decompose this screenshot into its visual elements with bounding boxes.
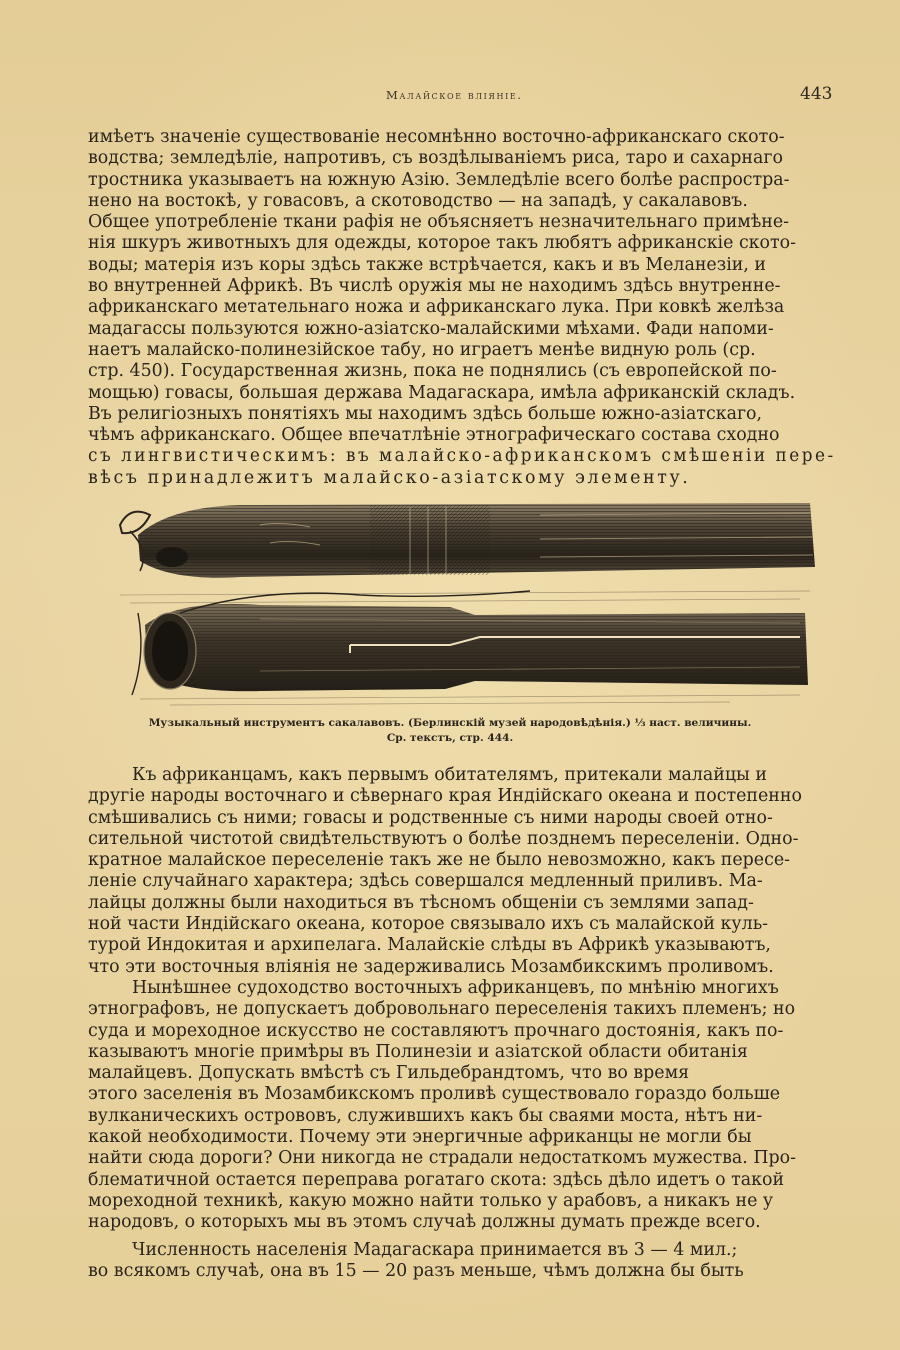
text-line: что эти восточныя вліянія не задерживались Мозамбикскимъ проливомъ. [88, 956, 774, 977]
text-line: лайцы должны были находиться въ тѣсномъ общеніи съ землями запад- [88, 892, 754, 913]
text-line: суда и мореходное искусство не составляютъ прочнаго достоянія, какъ по- [88, 1020, 784, 1041]
caption-line: Ср. текстъ, стр. 444. [386, 732, 514, 744]
text-line: во внутренней Африкѣ. Въ числѣ оружія мы не находимъ здѣсь внутренне- [88, 276, 781, 297]
text-line: Общее употребленіе ткани рафія не объясняетъ незначительнаго примѣне- [88, 212, 790, 233]
text-line: Нынѣшнее судоходство восточныхъ африканцевъ, по мнѣнію многихъ [132, 977, 779, 998]
running-head: Малайское вліяніе. [386, 88, 523, 102]
text-line: мощью) говасы, большая держава Мадагаскара, имѣла африканскій складъ. [88, 382, 796, 403]
text-line: африканскаго метательнаго ножа и африканскаго лука. При ковкѣ желѣза [88, 297, 785, 318]
text-line: другіе народы восточнаго и сѣвернаго края Индійскаго океана и постепенно [88, 786, 802, 807]
text-line: воды; матерія изъ коры здѣсь также встрѣчается, какъ и въ Меланезіи, и [88, 254, 766, 275]
caption-line: Музыкальный инструментъ сакалавовъ. (Берлинскій музей народовѣдѣнія.) ⅓ наст. величины. [148, 717, 752, 729]
text-line: этнографовъ, не допускаетъ добровольнаго переселенія такихъ племенъ; но [88, 999, 796, 1020]
text-line-spaced: съ лингвистическимъ: въ малайско-африканскомъ смѣшеніи пере- [88, 446, 836, 467]
text-line: сительной чистотой свидѣтельствуютъ о болѣе позднемъ переселеніи. Одно- [88, 828, 799, 849]
text-line: ной части Индійскаго океана, которое связывало ихъ съ малайской куль- [88, 914, 769, 935]
page-number: 443 [800, 84, 833, 104]
text-line: чѣмъ африканскаго. Общее впечатлѣніе этнографическаго состава сходно [88, 425, 780, 446]
text-line: водства; земледѣліе, напротивъ, съ воздѣлываніемъ риса, таро и сахарнаго [88, 148, 783, 169]
text-line: нія шкуръ животныхъ для одежды, которое такъ любятъ африканскіе ското- [88, 233, 796, 254]
paragraph-3 [88, 1240, 836, 1283]
text-line: найти сюда дороги? Они никогда не страдали недостаткомъ мужества. Про- [88, 1148, 796, 1169]
text-line: наетъ малайско-полинезійское табу, но играетъ менѣе видную роль (ср. [88, 339, 756, 360]
text-line: смѣшивались съ ними; говасы и родственные съ ними народы своей отно- [88, 807, 773, 828]
text-line: народовъ, о которыхъ мы въ этомъ случаѣ должны думать прежде всего. [88, 1212, 761, 1233]
paragraph-1 [88, 127, 836, 489]
page-header [0, 84, 900, 112]
text-line: леніе случайнаго характера; здѣсь совершался медленный приливъ. Ма- [88, 871, 763, 892]
paragraph-2 [88, 765, 836, 1234]
text-line: Въ религіозныхъ понятіяхъ мы находимъ здѣсь больше южно-азіатскаго, [88, 403, 763, 424]
text-line: вулканическихъ острововъ, служившихъ какъ бы сваями моста, нѣтъ ни- [88, 1105, 763, 1126]
text-line: нено на востокѣ, у говасовъ, а скотоводство — на западѣ, у сакалавовъ. [88, 190, 748, 211]
text-line: блематичной остается переправа рогатаго скота: здѣсь дѣло идетъ о такой [88, 1169, 785, 1190]
text-line: казываютъ многіе примѣры въ Полинезіи и азіатской области обитанія [88, 1041, 748, 1062]
text-line: какой необходимости. Почему эти энергичные африканцы не могли бы [88, 1127, 752, 1148]
musical-instrument-engraving [110, 495, 820, 710]
text-line: тростника указываетъ на южную Азію. Земледѣліе всего болѣе распростра- [88, 169, 790, 190]
text-line: Численность населенія Мадагаскара принимается въ 3 — 4 мил.; [132, 1240, 738, 1260]
text-line: имѣетъ значеніе существованіе несомнѣнно восточно-африканскаго ското- [88, 127, 785, 147]
text-line: во всякомъ случаѣ, она въ 15 — 20 разъ меньше, чѣмъ должна бы быть [88, 1261, 744, 1282]
text-line-spaced: вѣсъ принадлежитъ малайско-азіатскому элементу. [88, 467, 691, 488]
text-line: мадагассы пользуются южно-азіатско-малайскими мѣхами. Фади напоми- [88, 318, 774, 339]
text-line: стр. 450). Государственная жизнь, пока не поднялись (съ европейской по- [88, 361, 777, 382]
text-line: турой Индокитая и архипелага. Малайскіе слѣды въ Африкѣ указываютъ, [88, 935, 771, 956]
text-line: этого заселенія въ Мозамбикскомъ проливѣ существовало гораздо больше [88, 1084, 781, 1105]
figure-caption [60, 716, 840, 746]
text-line: Къ африканцамъ, какъ первымъ обитателямъ, притекали малайцы и [132, 765, 768, 785]
text-line: кратное малайское переселеніе такъ же не было невозможно, какъ пересе- [88, 850, 791, 871]
text-line: малайцевъ. Допускать вмѣстѣ съ Гильдебрандтомъ, что во время [88, 1063, 690, 1084]
text-line: мореходной техникѣ, какую можно найти только у арабовъ, а никакъ не у [88, 1190, 774, 1211]
